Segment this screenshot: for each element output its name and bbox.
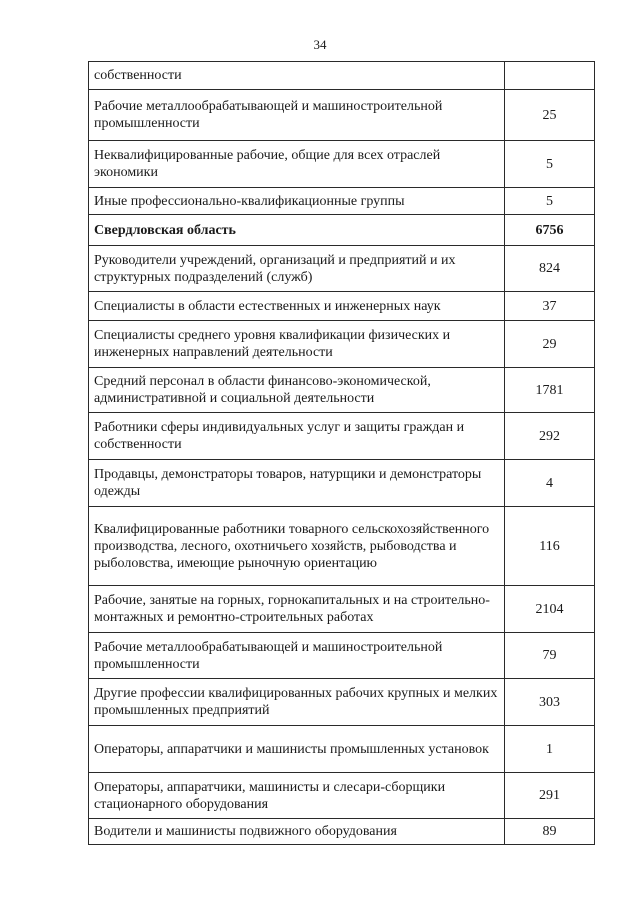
occupation-name-cell: Квалифицированные работники товарного сельскохозяйственного производства, лесного, охотничьего хозяйств, рыбоводства и рыболовства, имеющие рыночную ориентацию [89,507,505,586]
table-body [89,62,595,845]
count-cell: 116 [505,507,595,586]
table-row [89,413,595,460]
table-row [89,819,595,845]
page-number: 34 [313,37,327,52]
count-cell: 303 [505,679,595,726]
count-cell: 1 [505,726,595,773]
occupation-name-cell: Руководители учреждений, организаций и предприятий и их структурных подразделений (служб) [89,246,505,292]
table-row [89,292,595,321]
table-row [89,188,595,215]
region-total-cell: 6756 [505,215,595,246]
occupation-name-cell: Иные профессионально-квалификационные группы [89,188,505,215]
table-row [89,141,595,188]
table-row [89,633,595,679]
count-cell: 2104 [505,586,595,633]
count-cell: 292 [505,413,595,460]
occupation-table [88,61,595,845]
table-row [89,321,595,368]
occupation-name-cell: собственности [89,62,505,90]
table-row [89,507,595,586]
occupation-name-cell: Операторы, аппаратчики и машинисты промышленных установок [89,726,505,773]
occupation-name-cell: Рабочие, занятые на горных, горнокапитальных и на строительно-монтажных и ремонтно-строительных работах [89,586,505,633]
table-row [89,726,595,773]
table-row [89,679,595,726]
table-row [89,62,595,90]
count-cell: 1781 [505,368,595,413]
table-row [89,460,595,507]
count-cell: 291 [505,773,595,819]
table-row [89,246,595,292]
count-cell: 89 [505,819,595,845]
table-row [89,215,595,246]
occupation-name-cell: Специалисты в области естественных и инженерных наук [89,292,505,321]
count-cell: 37 [505,292,595,321]
table-row [89,90,595,141]
count-cell: 824 [505,246,595,292]
occupation-name-cell: Рабочие металлообрабатывающей и машиностроительной промышленности [89,633,505,679]
table-row [89,586,595,633]
count-cell: 25 [505,90,595,141]
occupation-name-cell: Средний персонал в области финансово-экономической, административной и социальной деятельности [89,368,505,413]
occupation-name-cell: Неквалифицированные рабочие, общие для всех отраслей экономики [89,141,505,188]
count-cell: 5 [505,141,595,188]
count-cell: 4 [505,460,595,507]
count-cell: 5 [505,188,595,215]
occupation-name-cell: Специалисты среднего уровня квалификации физических и инженерных направлений деятельности [89,321,505,368]
occupation-name-cell: Рабочие металлообрабатывающей и машиностроительной промышленности [89,90,505,141]
occupation-name-cell: Водители и машинисты подвижного оборудования [89,819,505,845]
table-row [89,368,595,413]
count-cell: 79 [505,633,595,679]
table-row [89,773,595,819]
occupation-name-cell: Работники сферы индивидуальных услуг и защиты граждан и собственности [89,413,505,460]
occupation-name-cell: Операторы, аппаратчики, машинисты и слесари-сборщики стационарного оборудования [89,773,505,819]
region-name-cell: Свердловская область [89,215,505,246]
occupation-name-cell: Продавцы, демонстраторы товаров, натурщики и демонстраторы одежды [89,460,505,507]
count-cell: 29 [505,321,595,368]
occupation-name-cell: Другие профессии квалифицированных рабочих крупных и мелких промышленных предприятий [89,679,505,726]
count-cell [505,62,595,90]
